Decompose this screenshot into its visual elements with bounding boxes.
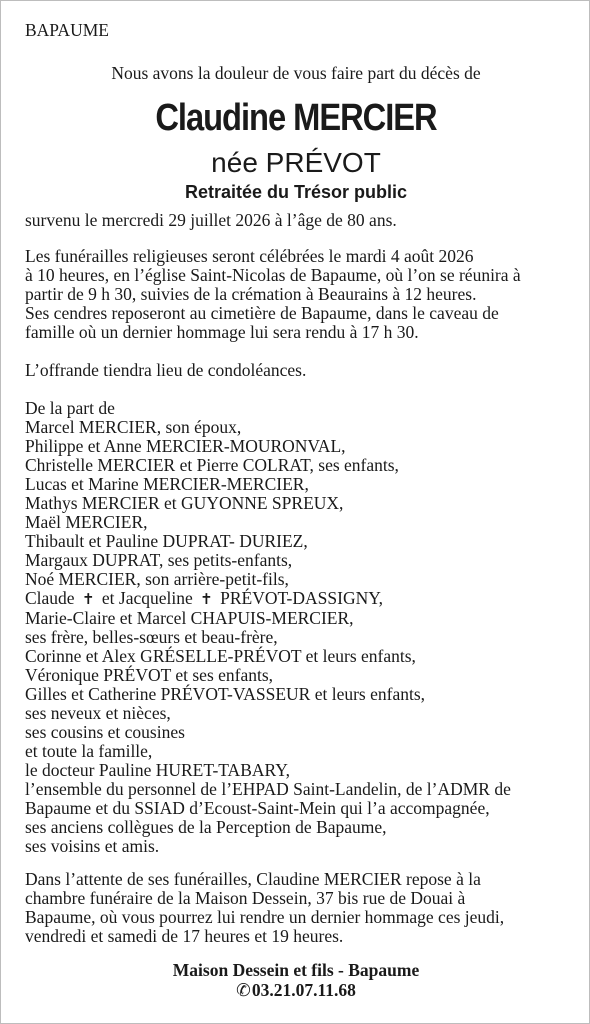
- funeral-line: Les funérailles religieuses seront célébrées le mardi 4 août 2026: [25, 246, 474, 266]
- rest-line: Bapaume, où vous pourrez lui rendre un dernier hommage ces jeudi,: [25, 907, 505, 927]
- phone-icon: ✆: [236, 981, 251, 1001]
- family-heading: De la part de: [25, 398, 115, 418]
- death-date-line: survenu le mercredi 29 juillet 2026 à l’âge de 80 ans.: [25, 210, 397, 230]
- maiden-name: née PRÉVOT: [211, 147, 381, 178]
- cross-icon: ✝: [81, 590, 95, 608]
- family-line: Maël MERCIER,: [25, 512, 148, 532]
- family-line: Mathys MERCIER et GUYONNE SPREUX,: [25, 493, 344, 513]
- occupation: Retraitée du Trésor public: [184, 182, 408, 202]
- family-line-deceased-marks: [25, 589, 567, 609]
- rest-paragraph: [25, 870, 567, 946]
- funeral-home-name: Maison Dessein et fils - Bapaume: [172, 960, 420, 980]
- cross-icon: ✝: [200, 590, 213, 608]
- funeral-line: Ses cendres reposeront au cimetière de Bapaume, dans le caveau de: [25, 303, 499, 323]
- family-line: Bapaume et du SSIAD d’Ecoust-Saint-Mein qui l’a accompagnée,: [25, 798, 490, 818]
- rest-line: chambre funéraire de la Maison Dessein, 37 bis rue de Douai à: [25, 888, 466, 908]
- phone-number: 03.21.07.11.68: [251, 980, 356, 1000]
- family-name-jacqueline: et Jacqueline: [101, 588, 193, 608]
- family-line: Gilles et Catherine PRÉVOT-VASSEUR et leurs enfants,: [25, 684, 426, 704]
- intro-text: Nous avons la douleur de vous faire part du décès de: [111, 63, 481, 83]
- family-line: Margaux DUPRAT, ses petits-enfants,: [25, 550, 293, 570]
- family-line: ses cousins et cousines: [25, 722, 185, 742]
- phone-line: [25, 981, 567, 1001]
- family-line: Christelle MERCIER et Pierre COLRAT, ses enfants,: [25, 455, 399, 475]
- funeral-paragraph: [25, 247, 567, 342]
- family-name-claude: Claude: [25, 588, 75, 608]
- family-line: et toute la famille,: [25, 741, 153, 761]
- rest-line: vendredi et samedi de 17 heures et 19 heures.: [25, 926, 344, 946]
- family-line: Lucas et Marine MERCIER-MERCIER,: [25, 474, 309, 494]
- rest-line: Dans l’attente de ses funérailles, Claudine MERCIER repose à la: [25, 869, 481, 889]
- funeral-line: à 10 heures, en l’église Saint-Nicolas de Bapaume, où l’on se réunira à: [25, 265, 521, 285]
- deceased-name: Claudine MERCIER: [155, 97, 437, 139]
- family-line: le docteur Pauline HURET-TABARY,: [25, 760, 290, 780]
- family-line: ses frère, belles-sœurs et beau-frère,: [25, 627, 278, 647]
- family-line: ses anciens collègues de la Perception de Bapaume,: [25, 817, 387, 837]
- location-heading: BAPAUME: [25, 20, 109, 40]
- family-line: ses neveux et nièces,: [25, 703, 171, 723]
- family-line: Thibault et Pauline DUPRAT- DURIEZ,: [25, 531, 308, 551]
- family-list: [25, 399, 567, 856]
- family-line: Marie-Claire et Marcel CHAPUIS-MERCIER,: [25, 608, 354, 628]
- family-line: l’ensemble du personnel de l’EHPAD Saint-Landelin, de l’ADMR de: [25, 779, 511, 799]
- family-line: Noé MERCIER, son arrière-petit-fils,: [25, 569, 289, 589]
- family-surname: PRÉVOT-DASSIGNY,: [220, 588, 383, 608]
- family-line: Marcel MERCIER, son époux,: [25, 417, 242, 437]
- family-line: Véronique PRÉVOT et ses enfants,: [25, 665, 274, 685]
- family-line: ses voisins et amis.: [25, 836, 160, 856]
- offering-text: L’offrande tiendra lieu de condoléances.: [25, 360, 307, 380]
- family-line: Philippe et Anne MERCIER-MOURONVAL,: [25, 436, 346, 456]
- funeral-line: partir de 9 h 30, suivies de la crémation à Beaurains à 12 heures.: [25, 284, 477, 304]
- funeral-line: famille où un dernier hommage lui sera rendu à 17 h 30.: [25, 322, 419, 342]
- family-line: Corinne et Alex GRÉSELLE-PRÉVOT et leurs enfants,: [25, 646, 416, 666]
